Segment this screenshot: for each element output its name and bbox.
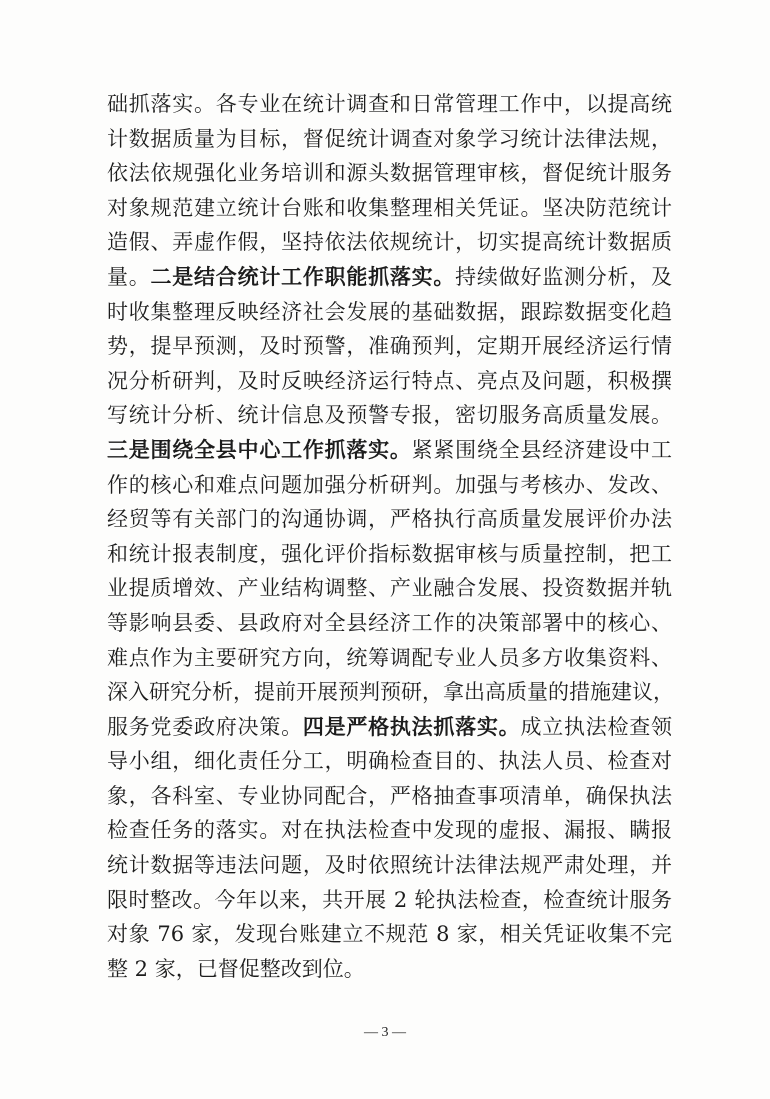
body-text [107,87,672,986]
text-line: 象，各科室、专业协同配合，严格抽查事项清单，确保执法 [107,783,672,808]
text-line: 服务党委政府决策。四是严格执法抓落实。成立执法检查领 [107,713,673,739]
text-line: 量。二是结合统计工作职能抓落实。持续做好监测分析，及 [107,263,673,289]
text-line: 时收集整理反映经济社会发展的基础数据，跟踪数据变化趋 [107,299,672,324]
text-line: 统计数据等违法问题，及时依照统计法律法规严肃处理，并 [107,853,672,878]
section-heading-four: 四是严格执法抓落实。 [302,713,521,739]
text-line: 计数据质量为目标，督促统计调查对象学习统计法律法规， [107,126,672,151]
text-line: 势，提早预测，及时预警，准确预判，定期开展经济运行情 [107,334,672,359]
text-line: 业提质增效、产业结构调整、产业融合发展、投资数据并轨 [107,576,672,601]
text-line: 难点作为主要研究方向，统筹调配专业人员多方收集资料、 [107,645,672,670]
text-line: 对象 76 家，发现台账建立不规范 8 家，相关凭证收集不完 [107,922,672,947]
text-line: 础抓落实。各专业在统计调查和日常管理工作中，以提高统 [107,92,672,116]
text-line: 等影响县委、县政府对全县经济工作的决策部署中的核心、 [107,610,672,635]
text-line: 作的核心和难点问题加强分析研判。加强与考核办、发改、 [107,472,672,497]
text-line: 限时整改。今年以来，共开展 2 轮执法检查，检查统计服务 [107,887,672,912]
text-line: 造假、弄虚作假，坚持依法依规统计，切实提高统计数据质 [107,230,672,255]
text-line: 写统计分析、统计信息及预警专报，密切服务高质量发展。 [107,403,672,428]
text-line: 深入研究分析，提前开展预判预研，拿出高质量的措施建议， [107,680,674,705]
text-line: 整 2 家，已督促整改到位。 [107,956,365,981]
page-number: — 3 — [364,1025,406,1040]
text-line: 导小组，细化责任分工，明确检查目的、执法人员、检查对 [107,749,672,774]
section-heading-two: 二是结合统计工作职能抓落实。 [150,263,456,289]
text-line: 三是围绕全县中心工作抓落实。紧紧围绕全县经济建设中工 [107,436,672,462]
section-heading-three: 三是围绕全县中心工作抓落实。 [107,436,412,462]
text-line: 检查任务的落实。对在执法检查中发现的虚报、漏报、瞒报 [107,818,672,843]
text-line: 对象规范建立统计台账和收集整理相关凭证。坚决防范统计 [107,195,672,220]
text-line: 经贸等有关部门的沟通协调，严格执行高质量发展评价办法 [107,507,672,532]
text-line: 依法依规强化业务培训和源头数据管理审核，督促统计服务 [107,161,672,186]
text-line: 和统计报表制度，强化评价指标数据审核与质量控制，把工 [107,541,672,566]
text-line: 况分析研判，及时反映经济运行特点、亮点及问题，积极撰 [107,368,672,393]
